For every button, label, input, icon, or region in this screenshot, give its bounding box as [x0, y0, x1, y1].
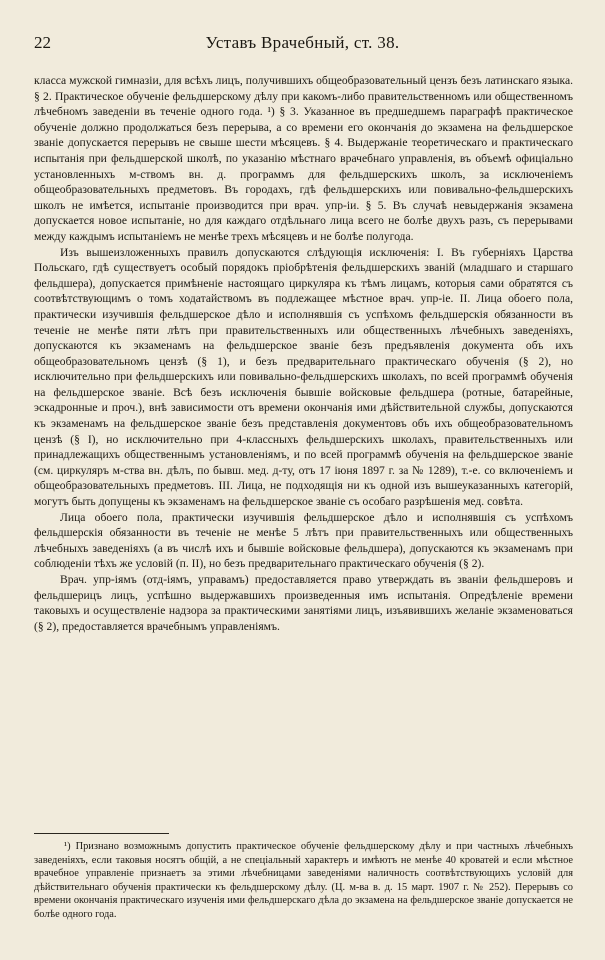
main-text — [34, 73, 573, 634]
paragraph-practical-persons: Лица обоего пола, практически изучившiя фельдшерское дѣло и исполнявшiя съ успѣхомъ фельдшерскiя обязанности въ теченiе не менѣе 5 лѣтъ при правительственныхъ или общественныхъ лѣчебныхъ заведенiяхъ (а въ числѣ ихъ и бывшiе войсковые фельдшера), допускаются къ экзаменамъ при соблюденiи тѣхъ же условiй (п. II), но безъ предварительнаго практическаго обученiя (§ 2). — [34, 510, 573, 571]
footnote — [34, 840, 573, 922]
footnote-divider — [34, 833, 169, 834]
running-title: Уставъ Врачебный, ст. 38. — [205, 33, 400, 52]
paragraph-continuation: класса мужской гимназiи, для всѣхъ лицъ, получившихъ общеобразовательный цензъ безъ латинскаго языка. § 2. Практическое обученiе фельдшерскому дѣлу при какомъ-либо правительственномъ или общественномъ лѣчебномъ заведенiи въ теченiе одного года. ¹) § 3. Указанное въ предшедшемъ параграфѣ практическое обученiе должно продолжаться безъ перерыва, а со времени его окончанiя до экзамена на фельдшерское званiе допускается перерывъ не свыше шести мѣсяцевъ. § 4. Выдержанiе теоретическаго и практическаго испытанiя при фельдшерской школѣ, по указанiю мѣстнаго врачебнаго управленiя, въ объемѣ офицiально установленныхъ м-ствомъ вн. д. программъ для фельдшерскихъ школъ, за исключенiемъ общеобразовательныхъ предметовъ. Въ городахъ, гдѣ фельдшерскихъ или повивально-фельдшерскихъ школъ не имѣется, испытанiе производится при врач. упр-iи. § 5. Въ случаѣ невыдержанiя экзамена допускается новое испытанiе, но для каждаго отдѣльнаго лица всего не болѣе двухъ разъ, съ перерывами между каждымъ испытанiемъ не менѣе трехъ мѣсяцевъ и не болѣе полугода. — [34, 74, 573, 243]
paragraph-medical-boards: Врач. упр-iямъ (отд-iямъ, управамъ) предоставляется право утверждать въ званiи фельдшеровъ и фельдшерицъ лицъ, успѣшно выдержавшихъ произведенныя имъ испытанiя. Опредѣленiе времени таковыхъ и осуществленiе надзора за практическими занятiями лицъ, изъявившихъ желанiе экзаменоваться (§ 2), предоставляется врачебнымъ управленiямъ. — [34, 573, 573, 633]
page-header — [34, 33, 571, 53]
page-number: 22 — [34, 33, 51, 52]
footnote-text: ¹) Признано возможнымъ допустить практическое обученiе фельдшерскому дѣлу и при частныхъ лѣчебныхъ заведенiяхъ, если таковыя носятъ общiй, а не спецiальный характеръ и имѣютъ не менѣе 40 кроватей и если мѣстное врачебное управленiе признаетъ за этими лѣчебницами заведенiями наличность соотвѣтствующихъ условiй для дѣйствительнаго обученiя практически къ фельдшерскому дѣлу. (Ц. м-ва в. д. 15 март. 1907 г. № 252). Перерывъ со времени окончанiя практическаго изученiя ими фельдшерскаго дѣла до экзамена на фельдшерское званiе допускается не болѣе одного года. — [34, 841, 573, 920]
paragraph-exceptions: Изъ вышеизложенныхъ правилъ допускаются слѣдующiя исключенiя: I. Въ губернiяхъ Царства Польскаго, гдѣ существуетъ особый порядокъ прiобрѣтенiя фельдшерскихъ званiй (младшаго и старшаго фельдшера), допускается примѣненiе настоящаго циркуляра къ тѣмъ лицамъ, которыя сами обратятся съ соотвѣтствующимъ о томъ ходатайствомъ въ подлежащее мѣстное врач. упр-iе. II. Лица обоего пола, практически изучившiя фельдшерское дѣло и исполнявшiя съ успѣхомъ фельдшерскiя обязанности въ теченiе не менѣе пяти лѣтъ при правительственныхъ или общественныхъ лѣчебныхъ заведенiяхъ, допускаются къ экзаменамъ на фельдшерское званiе безъ предъявленiя документа объ ихъ общеобразовательномъ цензѣ (§ 1), и безъ предварительнаго практическаго обученiя (§ 2), но исключительно при фельдшерскихъ или повивально-фельдшерскихъ школахъ, по всей программѣ обученiя на фельдшерское званiе. Всѣ безъ исключенiя бывшiе войсковые фельдшера (ротные, батарейные, эскадронные и проч.), внѣ зависимости отъ времени окончанiя ими дѣйствительной службы, допускаются къ экзаменамъ на фельдшерское званiе безъ представленiя документовъ объ ихъ общеобразовательномъ цензѣ (§ I), но исключительно при 4-классныхъ фельдшерскихъ школахъ, правительственныхъ или принадлежащихъ общественнымъ установленiямъ, и по всей программѣ обученiя на фельдшерское званiе (см. циркуляръ м-ства вн. дѣлъ, по бывш. мед. д-ту, отъ 17 iюня 1897 г. за № 1289), т.-е. со включенiемъ и общеобразовательныхъ предметовъ. III. Лица, не подходящiя ни къ одной изъ вышеуказанныхъ категорiй, могутъ быть допущены къ экзаменамъ на фельдшерское званiе съ особаго разрѣшенiя мед. совѣта. — [34, 245, 573, 509]
